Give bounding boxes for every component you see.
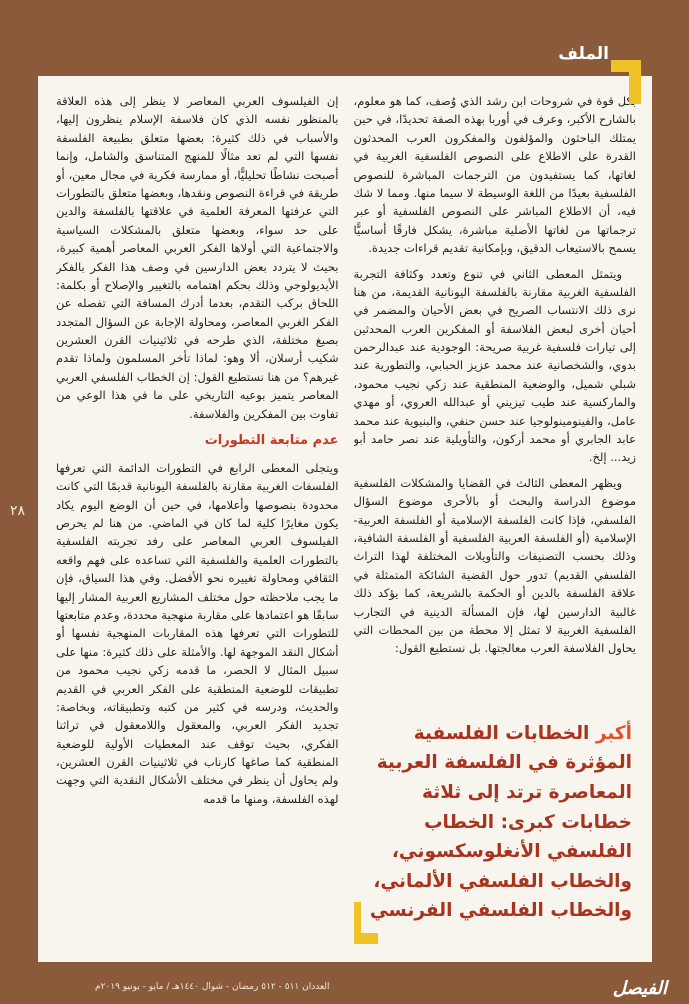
pull-quote-body: الخطابات الفلسفية المؤثرة في الفلسفة العربية المعاصرة ترتد إلى ثلاثة خطابات كبرى: الخطاب الفلسفي الأنغلوسكسوني، والخطاب الفلسفي الألماني، والخطاب الفلسفي الفرنسي: [369, 722, 632, 922]
paragraph: ويتمثل المعطى الثاني في تنوع وتعدد وكثافة التجربة الفلسفية الغربية مقارنة بالفلسفة اليونانية القديمة، من هنا نرى ذلك الانتساب الصريح في بعض الأحيان والمضمر في أحيان أخرى لبعض الفلاسفة أو المفكرين العرب المحدثين إلى تيارات فلسفية غربية صريحة: الوجودية عند عبدالرحمن بدوي، والشخصانية عند محمد عزيز الحبابي، والتطورية عند شبلي شميل، والوضعية المنطقية عند زكي نجيب محمود، والماركسية عند طيب تيزيني أو عبدالله العروي، أو مهدي عامل، والفينومينولوجيا عند حسن حنفي، والبنيوية عند محمد عابد الجابري أو محمد أركون، والتأويلية عند نصر حامد أبو زيد... إلخ.: [353, 266, 636, 465]
corner-accent-icon: [611, 60, 641, 104]
paragraph: إن الفيلسوف العربي المعاصر لا ينظر إلى هذه العلاقة بالمنظور نفسه الذي كان فلاسفة الإسلام ينظرون إليها، والأسباب في ذلك كثيرة: بعضها متعلق بطبيعة الفلسفة نفسها التي لم تعد مثالًا للمنهج المتناسق والشامل، وإنما أصبحت نشاطًا تحليليًّا، أو ممارسة فكرية في مجال معين، أو طريقة في قراءة النصوص ونقدها، وبعضها متعلق بالتطورات التي عرفتها المعرفة العلمية في علاقتها بالفلسفة والدين على حد سواء، وبعضها متعلق بالمشكلات السياسية والاجتماعية التي أولاها الفكر العربي المعاصر أهمية كبيرة، بحيث لا يتردد بعض الدارسين في وصف هذا الفكر بالفكر الأيديولوجي وذلك بحكم اهتمامه بالتغيير والإصلاح أو بكلمة: اللحاق بركب التقدم، بعدما أدرك المسافة التي تفصله عن الفكر الغربي المعاصر، ومحاولة الإجابة عن السؤال المتجدد بصيغ مختلفة، الذي طرحه في ثلاثينيات القرن العشرين شكيب أرسلان، ألا وهو: لماذا تأخر المسلمون ولماذا تقدم غيرهم؟ من هنا نستطيع القول: إن الخطاب الفلسفي العربي المعاصر يتميز بوعيه التاريخي على ما في هذا الوعي من تفاوت بين المفكرين والفلاسفة.: [56, 94, 339, 421]
section-title: الملف: [558, 44, 609, 64]
magazine-logo: الفيصل: [612, 978, 667, 999]
issue-info: العددان ٥١١ - ٥١٢ رمضان - شوال ١٤٤٠هـ / مايو - يونيو ٢٠١٩م: [95, 982, 330, 992]
column-right: [354, 92, 637, 944]
subheading: عدم متابعة التطورات: [204, 433, 339, 449]
paragraph: ويتجلى المعطى الرابع في التطورات الدائمة التي تعرفها الفلسفات الغربية مقارنة بالفلسفة اليونانية قديمًا التي كانت محدودة بنصوصها وأعلامها، في حين أن الوضع اليوم يكاد يكون مغايرًا كلية لما كان في الماضي. من هنا لم يحرص الفيلسوف العربي المعاصر على رفد تجربته الفلسفية بالتطورات العلمية والفلسفية التي تساعده على فهم واقعه الثقافي ومحاولة تغييره نحو الأفضل. وفي هذا السياق، فإن ما يجب ملاحظته حول مختلف المشاريع العربية المشار إليها سابقًا هو اعتمادها على مقاربة منهجية محددة، وعدم متابعتها للتطورات التي تعرفها هذه المقاربات المنهجية نفسها أو أشكال النقد الموجهة لها. والأمثلة على ذلك كثيرة: منها على سبيل المثال لا الحصر، ما قدمه زكي نجيب محمود من تطبيقات للوضعية المنطقية على الفكر العربي في القديم والحديث، ودرسه في كثير من كتبه وتطبيقاته، وبخاصة: تجديد الفكر العربي، والمعقول واللامعقول في تراثنا الفكري، بحيث توقف عند المعطيات الأولية للوضعية المنطقية كما صاغها كارناب في ثلاثينيات القرن العشرين، ولم يحاول أن ينظر في مختلف الأشكال النقدية التي وجهت لهذه الفلسفة، ومنها ما قدمه: [56, 460, 339, 806]
pull-quote-lead: أكبر: [595, 722, 632, 744]
pull-quote-text-block: [366, 719, 633, 926]
paragraph: بكل قوة في شروحات ابن رشد الذي وُصف، كما هو معلوم، بالشارح الأكبر، وعرف في أوربا بهذه الصفة تحديدًا، في حين يمتلك الباحثون والمؤلفون والمفكرون العرب المحدثون القدرة على الاطلاع على النصوص الفلسفية الغربية في لغاتها، كما يستفيدون من الترجمات المباشرة للنصوص الفلسفية بعيدًا من اللغة الوسيطة لا سيما منها. ومما لا شك فيه، أن الاطلاع المباشر على النصوص الفلسفية أو عبر ترجماتها من لغاتها الأصلية مباشرة، يشكل فارقًا أساسيًّا يسمح بالاستيعاب الدقيق، وبإمكانية تقديم قراءات جديدة.: [353, 94, 636, 256]
article-body: [38, 76, 652, 962]
corner-accent-quote-icon: [354, 902, 378, 944]
column-left: [56, 92, 339, 944]
page-number: ٢٨: [10, 503, 26, 519]
pull-quote: [354, 711, 637, 944]
paragraph: ويظهر المعطى الثالث في القضايا والمشكلات الفلسفية موضوع الدراسة والبحث أو بالأحرى موضوع السؤال الفلسفي، فإذا كانت الفلسفة الإسلامية أو الفلسفة العربية- الإسلامية (أو الفلسفة العربية الفلسفية أو الفلسفة الشافية، وذلك بحسب التصنيفات والتأويلات المختلفة لهذا التراث الفلسفي القديم) تدور حول القضية الشائكة المتمثلة في علاقة الفلسفة بالدين أو الحكمة بالشريعة، كما يؤكد ذلك غالبية الدارسين لها، فإن المسألة الدينية في التجارب الفلسفية الغربية لا تمثل إلا محطة من بين المحطات التي يحاول الفلاسفة العرب معالجتها. بل نستطيع القول:: [353, 475, 636, 656]
